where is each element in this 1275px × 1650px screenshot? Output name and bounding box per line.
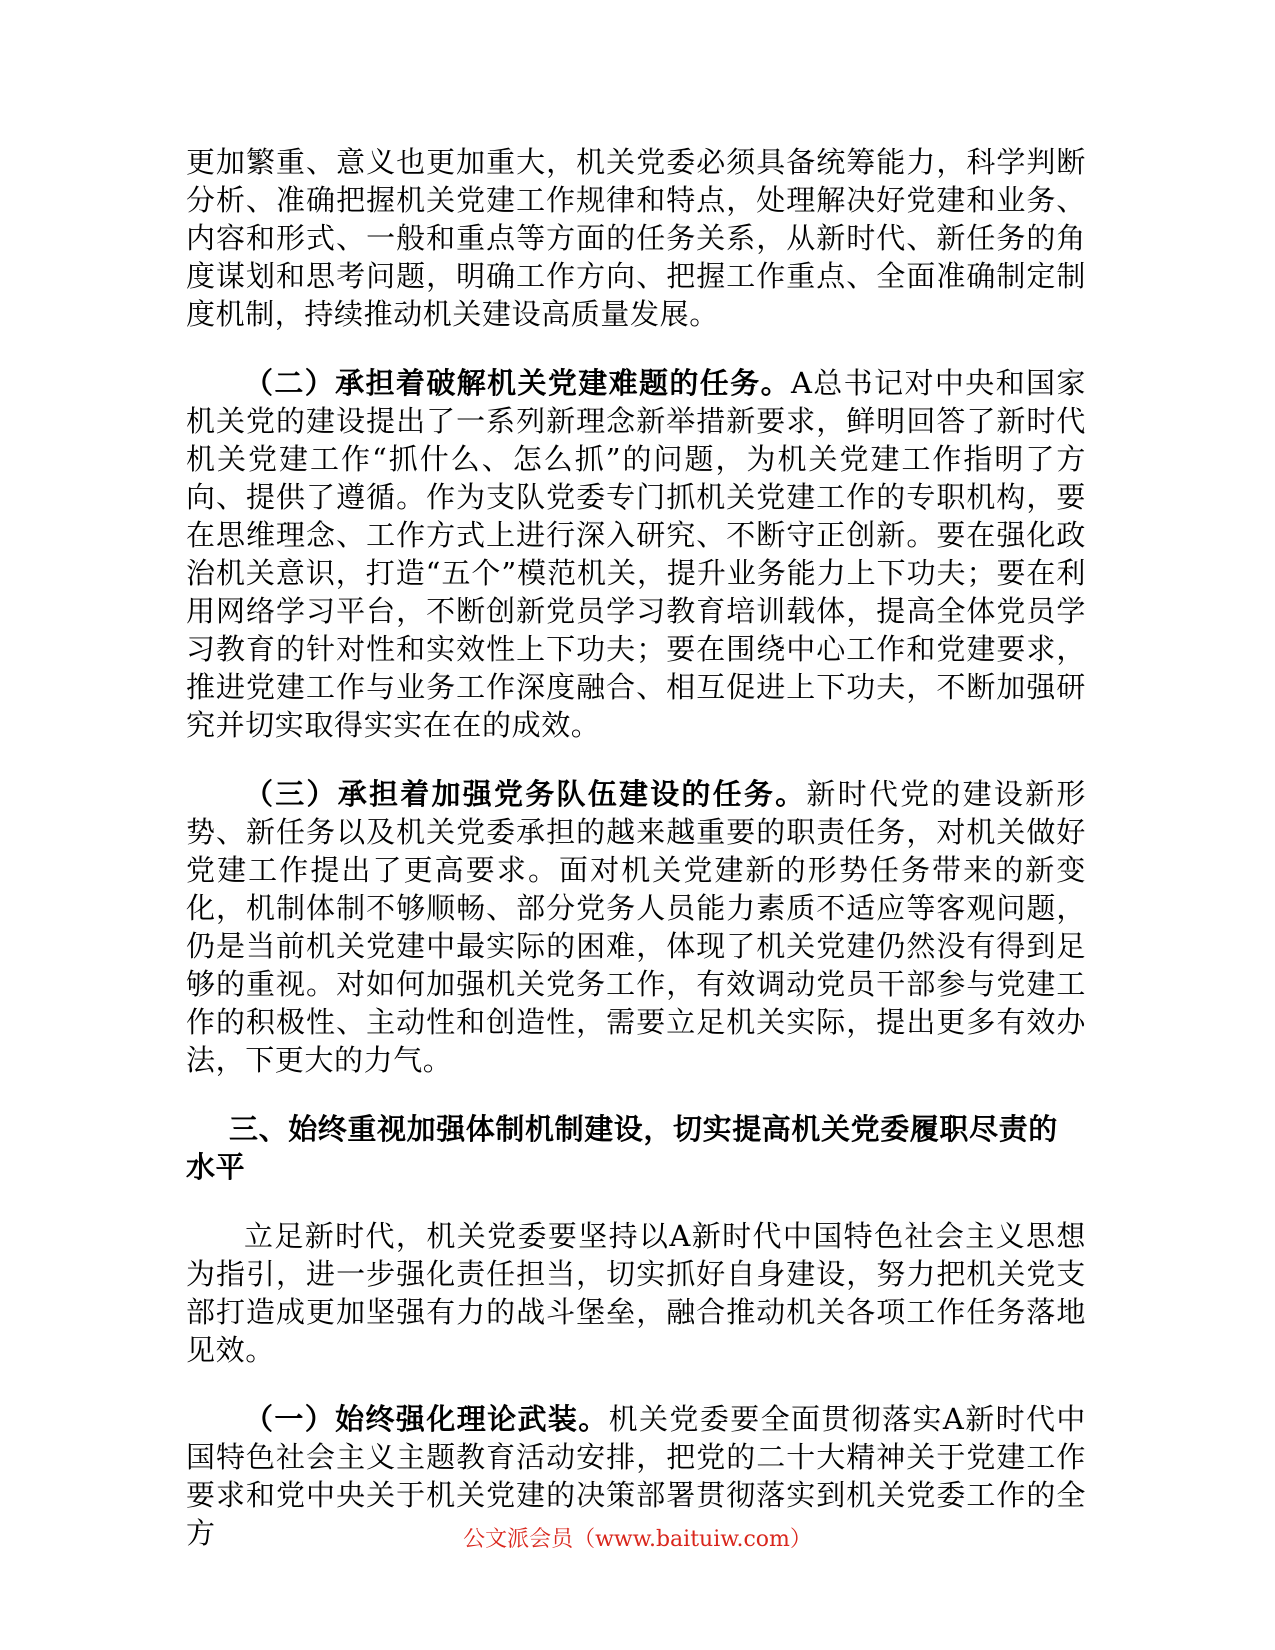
paragraph-continuation: 更加繁重、意义也更加重大，机关党委必须具备统筹能力，科学判断分析、准确把握机关党建工作规律和特点，处理解决好党建和业务、内容和形式、一般和重点等方面的任务关系，从新时代、新任务的角度谋划和思考问题，明确工作方向、把握工作重点、全面准确制定制度机制，持续推动机关建设高质量发展。: [186, 145, 1086, 331]
paragraph-task-two-body: A总书记对中央和国家机关党的建设提出了一系列新理念新举措新要求，鲜明回答了新时代机关党建工作“抓什么、怎么抓”的问题，为机关党建工作指明了方向、提供了遵循。作为支队党委专门抓机关党建工作的专职机构，要在思维理念、工作方式上进行深入研究、不断守正创新。要在强化政治机关意识，打造“五个”模范机关，提升业务能力上下功夫；要在利用网络学习平台，不断创新党员学习教育培训载体，提高全体党员学习教育的针对性和实效性上下功夫；要在围绕中心工作和党建要求，推进党建工作与业务工作深度融合、相互促进上下功夫，不断加强研究并切实取得实实在在的成效。: [186, 366, 1086, 742]
paragraph-task-two-title: （二）承担着破解机关党建难题的任务。: [244, 366, 791, 400]
paragraph-spacer: [186, 744, 1086, 775]
paragraph-task-three-body: 新时代党的建设新形势、新任务以及机关党委承担的越来越重要的职责任务，对机关做好党建工作提出了更高要求。面对机关党建新的形势任务带来的新变化，机制体制不够顺畅、部分党务人员能力素质不适应等客观问题，仍是当前机关党建中最实际的困难，体现了机关党建仍然没有得到足够的重视。对如何加强机关党务工作，有效调动党员干部参与党建工作的积极性、主动性和创造性，需要立足机关实际，提出更多有效办法，下更大的力气。: [186, 777, 1086, 1077]
paragraph-spacer: [186, 1369, 1086, 1400]
paragraph-theory-title: （一）始终强化理论武装。: [244, 1402, 609, 1436]
paragraph-theory-body: 机关党委要全面贯彻落实A新时代中国特色社会主义主题教育活动安排，把党的二十大精神关于党建工作要求和党中央关于机关党建的决策部署贯彻落实到机关党委工作的全方: [186, 1402, 1087, 1550]
footer-watermark-link[interactable]: 公文派会员（www.baituiw.com）: [463, 1527, 812, 1552]
paragraph-task-three-title: （三）承担着加强党务队伍建设的任务。: [244, 777, 807, 811]
paragraph-task-two: [186, 364, 1086, 744]
paragraph-task-three: [186, 775, 1086, 1079]
document-body: [186, 143, 1086, 1552]
paragraph-spacer: [186, 1079, 1086, 1110]
paragraph-spacer: [186, 333, 1086, 364]
paragraph-section-intro: 立足新时代，机关党委要坚持以A新时代中国特色社会主义思想为指引，进一步强化责任担当，切实抓好自身建设，努力把机关党支部打造成更加坚强有力的战斗堡垒，融合推动机关各项工作任务落地见效。: [186, 1219, 1086, 1367]
paragraph-spacer: [186, 1186, 1086, 1217]
section-heading-three: 三、始终重视加强体制机制建设，切实提高机关党委履职尽责的水平: [186, 1112, 1058, 1184]
